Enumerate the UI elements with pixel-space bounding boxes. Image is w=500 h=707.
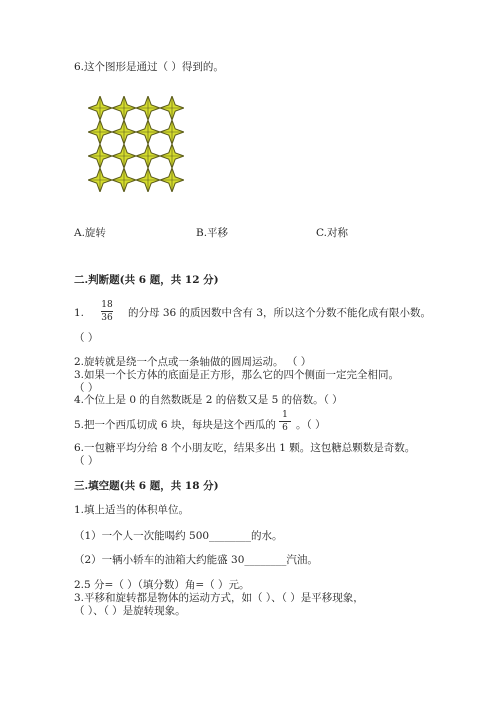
s3-item1: 1.填上适当的体积单位。 <box>74 504 190 516</box>
s3-item1-sub2: （2）一辆小轿车的油箱大约能盛 30________汽油。 <box>74 554 318 566</box>
s2-item4: 4.个位上是 0 的自然数既是 2 的倍数又是 5 的倍数。（ ） <box>74 394 343 406</box>
s3-item1-sub1: （1）一个人一次能喝约 500________的水。 <box>74 530 283 542</box>
star-crease <box>160 96 184 120</box>
s3-item3-line1: 3.平移和旋转都是物体的运动方式，如（ ）、（ ）是平移现象， <box>74 592 364 604</box>
star-crease <box>88 144 112 168</box>
section3-heading: 三.填空题(共 6 题，共 18 分) <box>74 480 219 492</box>
s3-item3-line2: （ ）、（ ）是旋转现象。 <box>74 605 186 617</box>
s2-item6: 6.一包糖平均分给 8 个小朋友吃，结果多出 1 颗。这包糖总颗数是奇数。 <box>74 442 416 454</box>
s3-item2: 2.5 分=（ ）（填分数）角=（ ）元。 <box>74 579 250 591</box>
star-crease <box>136 144 160 168</box>
q6-option-b[interactable]: B.平移 <box>196 227 229 239</box>
q6-option-c[interactable]: C.对称 <box>316 227 348 239</box>
star-crease <box>136 168 160 192</box>
star-crease <box>88 96 112 120</box>
s2-item1-answer-paren[interactable]: （ ） <box>74 332 99 344</box>
fraction-denominator: 6 <box>282 423 288 433</box>
s2-item5-text: 5.把一个西瓜切成 6 块，每块是这个西瓜的 <box>74 419 276 431</box>
s2-item3: 3.如果一个长方体的底面是正方形，那么它的四个侧面一定完全相同。 <box>74 369 400 381</box>
s2-item2: 2.旋转就是绕一个点或一条轴做的圆周运动。 （ ） <box>74 356 312 368</box>
s2-item3-answer-paren[interactable]: （ ） <box>74 382 99 394</box>
s2-item5-text-after: 。（ ） <box>296 419 326 431</box>
s2-item5-fraction <box>279 410 291 433</box>
star-crease <box>112 120 136 144</box>
star-pattern-figure <box>88 96 184 192</box>
fraction-bar <box>101 311 113 312</box>
star-crease <box>112 96 136 120</box>
fraction-numerator: 18 <box>101 300 113 310</box>
star-crease <box>136 120 160 144</box>
s2-item6-answer-paren[interactable]: （ ） <box>74 455 99 467</box>
section2-heading: 二.判断题(共 6 题，共 12 分) <box>74 274 219 286</box>
star-crease <box>160 120 184 144</box>
s2-item1-fraction <box>101 300 113 323</box>
star-crease <box>112 144 136 168</box>
star-crease <box>88 120 112 144</box>
fraction-denominator: 36 <box>101 313 113 323</box>
s2-item1-text: 的分母 36 的质因数中含有 3，所以这个分数不能化成有限小数。 <box>128 307 432 319</box>
fraction-bar <box>279 421 291 422</box>
q6-question: 6.这个图形是通过（ ）得到的。 <box>74 61 224 73</box>
star-crease <box>136 96 160 120</box>
s2-item1-number: 1. <box>74 307 85 319</box>
star-crease <box>160 144 184 168</box>
star-crease <box>88 168 112 192</box>
star-crease <box>160 168 184 192</box>
fraction-numerator: 1 <box>282 410 288 420</box>
star-crease <box>112 168 136 192</box>
q6-option-a[interactable]: A.旋转 <box>74 227 106 239</box>
